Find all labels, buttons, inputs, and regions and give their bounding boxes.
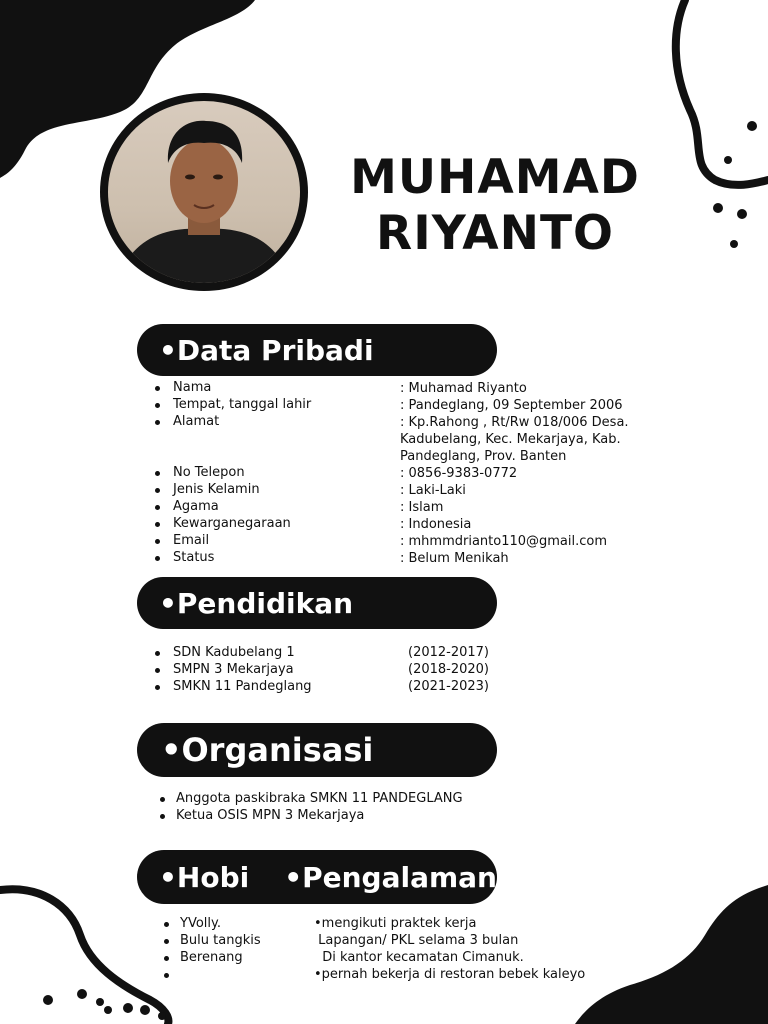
school-name: SMPN 3 Mekarjaya: [173, 662, 294, 677]
field-value: : Kp.Rahong , Rt/Rw 018/006 Desa. Kadubelang, Kec. Mekarjaya, Kab. Pandeglang, Prov. Banten: [400, 415, 629, 464]
field-label: Agama: [173, 499, 219, 514]
name-line-1: MUHAMAD: [350, 150, 640, 205]
hobby-item: Bulu tangkis: [180, 933, 261, 948]
bullet: [160, 814, 165, 819]
bullet: [164, 922, 169, 927]
hobby-item: YVolly.: [180, 916, 221, 931]
hobby-item: Berenang: [180, 950, 243, 965]
field-value: : Islam: [400, 500, 444, 515]
bullet: [164, 939, 169, 944]
section-header-data-pribadi: [137, 324, 497, 376]
organization-list: [160, 791, 560, 827]
bullet: [155, 488, 160, 493]
hobby-list: [160, 916, 300, 986]
section-header-hobi-pengalaman: [137, 850, 497, 904]
field-value: : Pandeglang, 09 September 2006: [400, 398, 623, 413]
bullet: [155, 420, 160, 425]
organization-item: Ketua OSIS MPN 3 Mekarjaya: [176, 808, 365, 823]
portrait-image: [108, 101, 300, 283]
field-value: : 0856-9383-0772: [400, 466, 518, 481]
section-header-organisasi: [137, 723, 497, 777]
field-value: : Laki-Laki: [400, 483, 466, 498]
section-title: •Pendidikan: [159, 586, 354, 620]
bullet: [155, 539, 160, 544]
organization-item: Anggota paskibraka SMKN 11 PANDEGLANG: [176, 791, 463, 806]
field-label: No Telepon: [173, 465, 245, 480]
field-label: Alamat: [173, 414, 220, 429]
bullet: [160, 797, 165, 802]
experience-list: [314, 916, 644, 986]
section-header-pendidikan: [137, 577, 497, 629]
section-title: •Organisasi: [161, 731, 374, 769]
field-value: : Indonesia: [400, 517, 472, 532]
bullet: [164, 973, 169, 978]
school-name: SMKN 11 Pandeglang: [173, 679, 312, 694]
experience-line: Di kantor kecamatan Cimanuk.: [314, 950, 524, 965]
field-label: Nama: [173, 380, 212, 395]
school-years: (2012-2017): [408, 645, 490, 660]
personal-data-list: [155, 380, 675, 570]
section-title-pengalaman: •Pengalaman: [284, 860, 497, 894]
name-line-2: RIYANTO: [376, 206, 614, 261]
bullet: [155, 556, 160, 561]
bullet: [155, 668, 160, 673]
person-name: [340, 150, 650, 262]
bullet: [155, 651, 160, 656]
field-label: Status: [173, 550, 215, 565]
field-value: : Belum Menikah: [400, 551, 509, 566]
field-value: : Muhamad Riyanto: [400, 381, 527, 396]
field-label: Tempat, tanggal lahir: [173, 397, 312, 412]
school-years: (2018-2020): [408, 662, 490, 677]
field-label: Kewarganegaraan: [173, 516, 291, 531]
experience-line: •pernah bekerja di restoran bebek kaleyo: [314, 967, 586, 982]
bullet: [155, 522, 160, 527]
bullet: [155, 386, 160, 391]
bullet: [155, 685, 160, 690]
experience-line: Lapangan/ PKL selama 3 bulan: [314, 933, 519, 948]
field-label: Email: [173, 533, 210, 548]
section-title: •Data Pribadi: [159, 333, 374, 367]
bullet: [155, 505, 160, 510]
bullet: [164, 956, 169, 961]
education-list: [155, 645, 555, 700]
school-years: (2021-2023): [408, 679, 490, 694]
field-label: Jenis Kelamin: [173, 482, 260, 497]
bullet: [155, 403, 160, 408]
field-value: : mhmmdrianto110@gmail.com: [400, 534, 608, 549]
section-title-hobi: •Hobi: [159, 860, 250, 894]
person-silhouette-icon: [108, 101, 300, 283]
bullet: [155, 471, 160, 476]
school-name: SDN Kadubelang 1: [173, 645, 295, 660]
experience-line: •mengikuti praktek kerja: [314, 916, 477, 931]
profile-photo: [100, 93, 308, 291]
